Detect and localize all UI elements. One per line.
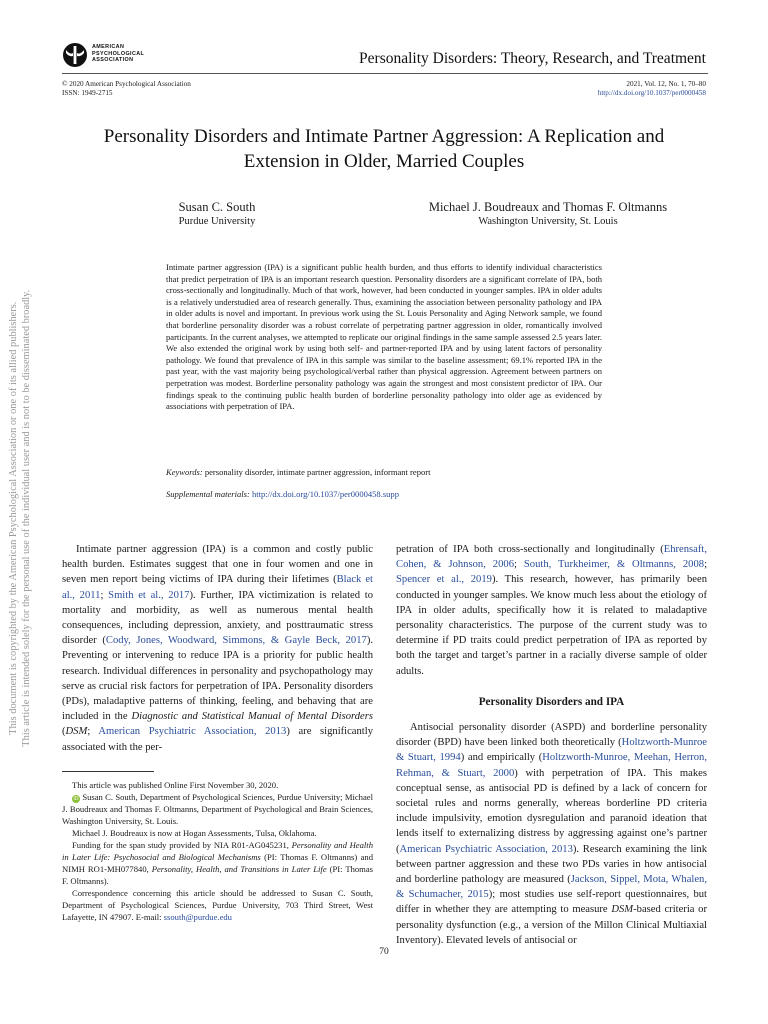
body-text: ) are significantly associated with the per- bbox=[62, 726, 373, 753]
email-link[interactable]: ssouth@purdue.edu bbox=[163, 912, 232, 922]
author-name: Susan C. South bbox=[178, 200, 256, 214]
side-notice-line: This article is intended solely for the personal use of the individual user and is not to be disseminated broadly. bbox=[21, 289, 32, 747]
body-text: ). This research, however, has primarily been conducted in younger samples. We know much less about the etiology of IPA in older adults, specifically how it is related to maladaptive personality characteristics. The purpose of the current study was to determine if PD traits could predict perpetration of IPA as reported by both the target and target’s partner in a racially diverse sample of older adults. bbox=[396, 574, 707, 677]
footnote-current-affiliation: Michael J. Boudreaux is now at Hogan Assessments, Tulsa, Oklahoma. bbox=[72, 828, 317, 838]
citation-link[interactable]: Black et al., 2011 bbox=[62, 574, 373, 601]
logo-word: ASSOCIATION bbox=[92, 57, 134, 64]
body-paragraph bbox=[396, 542, 707, 679]
article-title bbox=[62, 124, 706, 174]
doi-link[interactable]: http://dx.doi.org/10.1037/per0000458 bbox=[597, 89, 706, 97]
keywords-label: Keywords: bbox=[166, 467, 203, 477]
footnote-text: Susan C. South, Department of Psychological Sciences, Purdue University; Michael J. Boudreaux and Thomas F. Oltmanns, Department of Psychological and Brain Sciences, Washington University, St. Louis. bbox=[62, 792, 373, 826]
right-column bbox=[396, 542, 707, 948]
publication-meta-left bbox=[62, 80, 191, 98]
author-block bbox=[150, 200, 284, 228]
body-paragraph bbox=[396, 720, 707, 948]
keywords bbox=[166, 467, 602, 478]
citation-link[interactable]: Smith et al., 2017 bbox=[108, 589, 190, 601]
logo-word: PSYCHOLOGICAL bbox=[92, 50, 145, 57]
keywords-text: personality disorder, intimate partner aggression, informant report bbox=[204, 467, 431, 477]
footnote-divider bbox=[62, 771, 154, 772]
footnote-funding bbox=[62, 839, 373, 887]
supplemental-materials bbox=[166, 489, 602, 500]
apa-logo-icon bbox=[62, 42, 88, 68]
article-title-line: Extension in Older, Married Couples bbox=[243, 151, 525, 172]
supplemental-label: Supplemental materials: bbox=[166, 489, 250, 499]
body-text: ; bbox=[100, 589, 109, 601]
footnote-online: This article was published Online First November 30, 2020. bbox=[72, 780, 279, 790]
italic-text: Personality and Health in Later Life: Psychosocial and Biological Mechanisms bbox=[62, 840, 373, 862]
footnote-text: (PI: Thomas F. Oltmanns). bbox=[62, 864, 373, 886]
author-name: Michael J. Boudreaux and Thomas F. Oltmanns bbox=[428, 200, 668, 214]
body-text: ; bbox=[87, 726, 99, 738]
publication-meta-right bbox=[598, 80, 706, 98]
copyright-side-notice bbox=[7, 203, 33, 833]
body-text: ). Research examining the link between partner aggression and these two PDs varies in how antisocial and borderline pathology are measured ( bbox=[396, 843, 707, 886]
citation-line: 2021, Vol. 12, No. 1, 70–80 bbox=[626, 80, 706, 88]
author-block bbox=[396, 200, 700, 228]
citation-link[interactable]: Ehrensaft, Cohen, & Johnson, 2006 bbox=[396, 544, 707, 571]
body-text: ; bbox=[514, 559, 524, 571]
body-text: Intimate partner aggression (IPA) is a common and costly public health burden. Estimates suggest that one in four women and one in seven men report being victims of IPA during their lifetimes ( bbox=[62, 544, 373, 586]
italic-text: DSM bbox=[65, 726, 88, 738]
citation-link[interactable]: Holtzworth-Munroe & Stuart, 1994 bbox=[396, 737, 707, 764]
supplemental-link[interactable]: http://dx.doi.org/10.1037/per0000458.supp bbox=[251, 489, 399, 499]
footnotes bbox=[62, 779, 373, 923]
italic-text: Diagnostic and Statistical Manual of Mental Disorders bbox=[131, 711, 374, 723]
orcid-icon[interactable]: iD bbox=[73, 796, 79, 802]
body-text: ; bbox=[704, 559, 708, 571]
body-text: ) and empirically ( bbox=[460, 752, 543, 764]
author-affiliation: Washington University, St. Louis bbox=[478, 216, 618, 227]
citation-link[interactable]: American Psychiatric Association, 2013 bbox=[98, 726, 287, 738]
intro-paragraph bbox=[62, 542, 373, 755]
body-text: ). Preventing or intervening to reduce IPA is a priority for public health research. Individual differences in personality and psychopathology may serve as crucial risk factors for perpetration of IPA. Personality disorders (PDs), maladaptive patterns of thinking, feeling, and behaving that are included in the bbox=[62, 635, 374, 723]
footnote-text: Correspondence concerning this article should be addressed to Susan C. South, Department of Psychological Sciences, Purdue University, 703 Third Street, West Lafayette, IN 47907. E-mail: bbox=[62, 888, 373, 922]
citation-link[interactable]: South, Turkheimer, & Oltmanns, 2008 bbox=[523, 559, 705, 571]
author-affiliation: Purdue University bbox=[178, 216, 256, 227]
body-text: ) with perpetration of IPA. This makes conceptual sense, as antisocial PD is defined by a lack of concern for societal rules and norms generally, whereas borderline PD criteria include impulsivity, emotion dysregulation and paranoid ideation that lends itself to externalizing distress by aggressing against one’s partner ( bbox=[396, 767, 707, 855]
footnote-text: Funding for the span study provided by NIA R01-AG045231, bbox=[72, 840, 292, 850]
logo-wordmark bbox=[92, 44, 144, 64]
publisher-logo bbox=[62, 42, 182, 68]
footnote-correspondence bbox=[62, 887, 373, 923]
footnote-text: (PI: Thomas F. Oltmanns) and NIMH RO1-MH077840, bbox=[62, 852, 373, 874]
citation-link[interactable]: Holtzworth-Munroe, Meehan, Herron, Rehman, & Stuart, 2000 bbox=[396, 752, 707, 779]
body-text: ( bbox=[62, 726, 66, 738]
italic-text: DSM bbox=[611, 904, 634, 916]
issn-line: ISSN: 1949-2715 bbox=[62, 89, 113, 97]
logo-word: AMERICAN bbox=[92, 44, 125, 50]
journal-title: Personality Disorders: Theory, Research, and Treatment bbox=[359, 50, 706, 67]
body-text: petration of IPA both cross-sectionally and longitudinally ( bbox=[396, 544, 664, 555]
abstract: Intimate partner aggression (IPA) is a significant public health burden, and thus efforts to identify individual characteristics that predict perpetration of IPA is an important research question. Personality disorders are a significant correlate of IPA, both cross-sectionally and longitudinally. Much of that work, however, had been conducted in younger samples. IPA in older adults is a relatively understudied area of research generally. Thus, examining the association between personality pathology and IPA in older adults is novel and important. In previous work using the St. Louis Personality and Aging Network sample, we found that borderline personality disorder was a robust correlate of perpetrating partner aggression in older, romantically involved participants. In the current analyses, we attempted to replicate our original findings in the same sample assessed 2.5 years later. We also extended the original work by using both self- and partner-reported IPA and by using latent factors of personality pathology. We found that prevalence of IPA in this sample was similar to the baseline assessment; 69.1% reported IPA in the past year, with the vast majority being psychological/verbal rather than physical aggression. Agreement between partners on perpetration was modest. Borderline personality pathology was again the strongest and most consistent predictor of IPA. Our findings speak to the continuing public health burden of borderline personality pathology into older age as evidenced by associations with perpetration of IPA. bbox=[166, 262, 602, 412]
italic-text: Personality, Health, and Transitions in Later Life bbox=[151, 864, 327, 874]
article-title-line: Personality Disorders and Intimate Partner Aggression: A Replication and bbox=[103, 126, 665, 147]
citation-link[interactable]: Cody, Jones, Woodward, Simmons, & Gayle Beck, 2017 bbox=[105, 635, 367, 647]
body-text: -based criteria or personality dysfunction (e.g., a version of the Millon Clinical Multiaxial Inventory). Elevated levels of antisocial or bbox=[396, 904, 707, 946]
citation-link[interactable]: American Psychiatric Association, 2013 bbox=[399, 843, 573, 855]
citation-link[interactable]: Spencer et al., 2019 bbox=[396, 574, 492, 586]
copyright-line: © 2020 American Psychological Association bbox=[62, 80, 191, 88]
footnote-author-note bbox=[62, 791, 373, 827]
body-text: ). Further, IPA victimization is related to mortality and morbidity, as well as numerous mental health consequences, including depression, anxiety, and posttraumatic stress disorder ( bbox=[62, 589, 373, 647]
side-notice-line: This document is copyrighted by the American Psychological Association or one of its allied publishers. bbox=[7, 301, 19, 735]
citation-link[interactable]: Jackson, Sippel, Mota, Whalen, & Schumacher, 2015 bbox=[396, 874, 707, 901]
body-text: Antisocial personality disorder (ASPD) and borderline personality disorder (BPD) have been linked both theoretically ( bbox=[396, 722, 707, 749]
section-heading: Personality Disorders and IPA bbox=[478, 695, 625, 708]
left-column bbox=[62, 542, 373, 755]
header-divider bbox=[62, 73, 708, 74]
body-text: ); most studies use self-report questionnaires, but differ in whether they are attempting to measure bbox=[396, 889, 707, 916]
page-number: 70 bbox=[379, 947, 389, 957]
